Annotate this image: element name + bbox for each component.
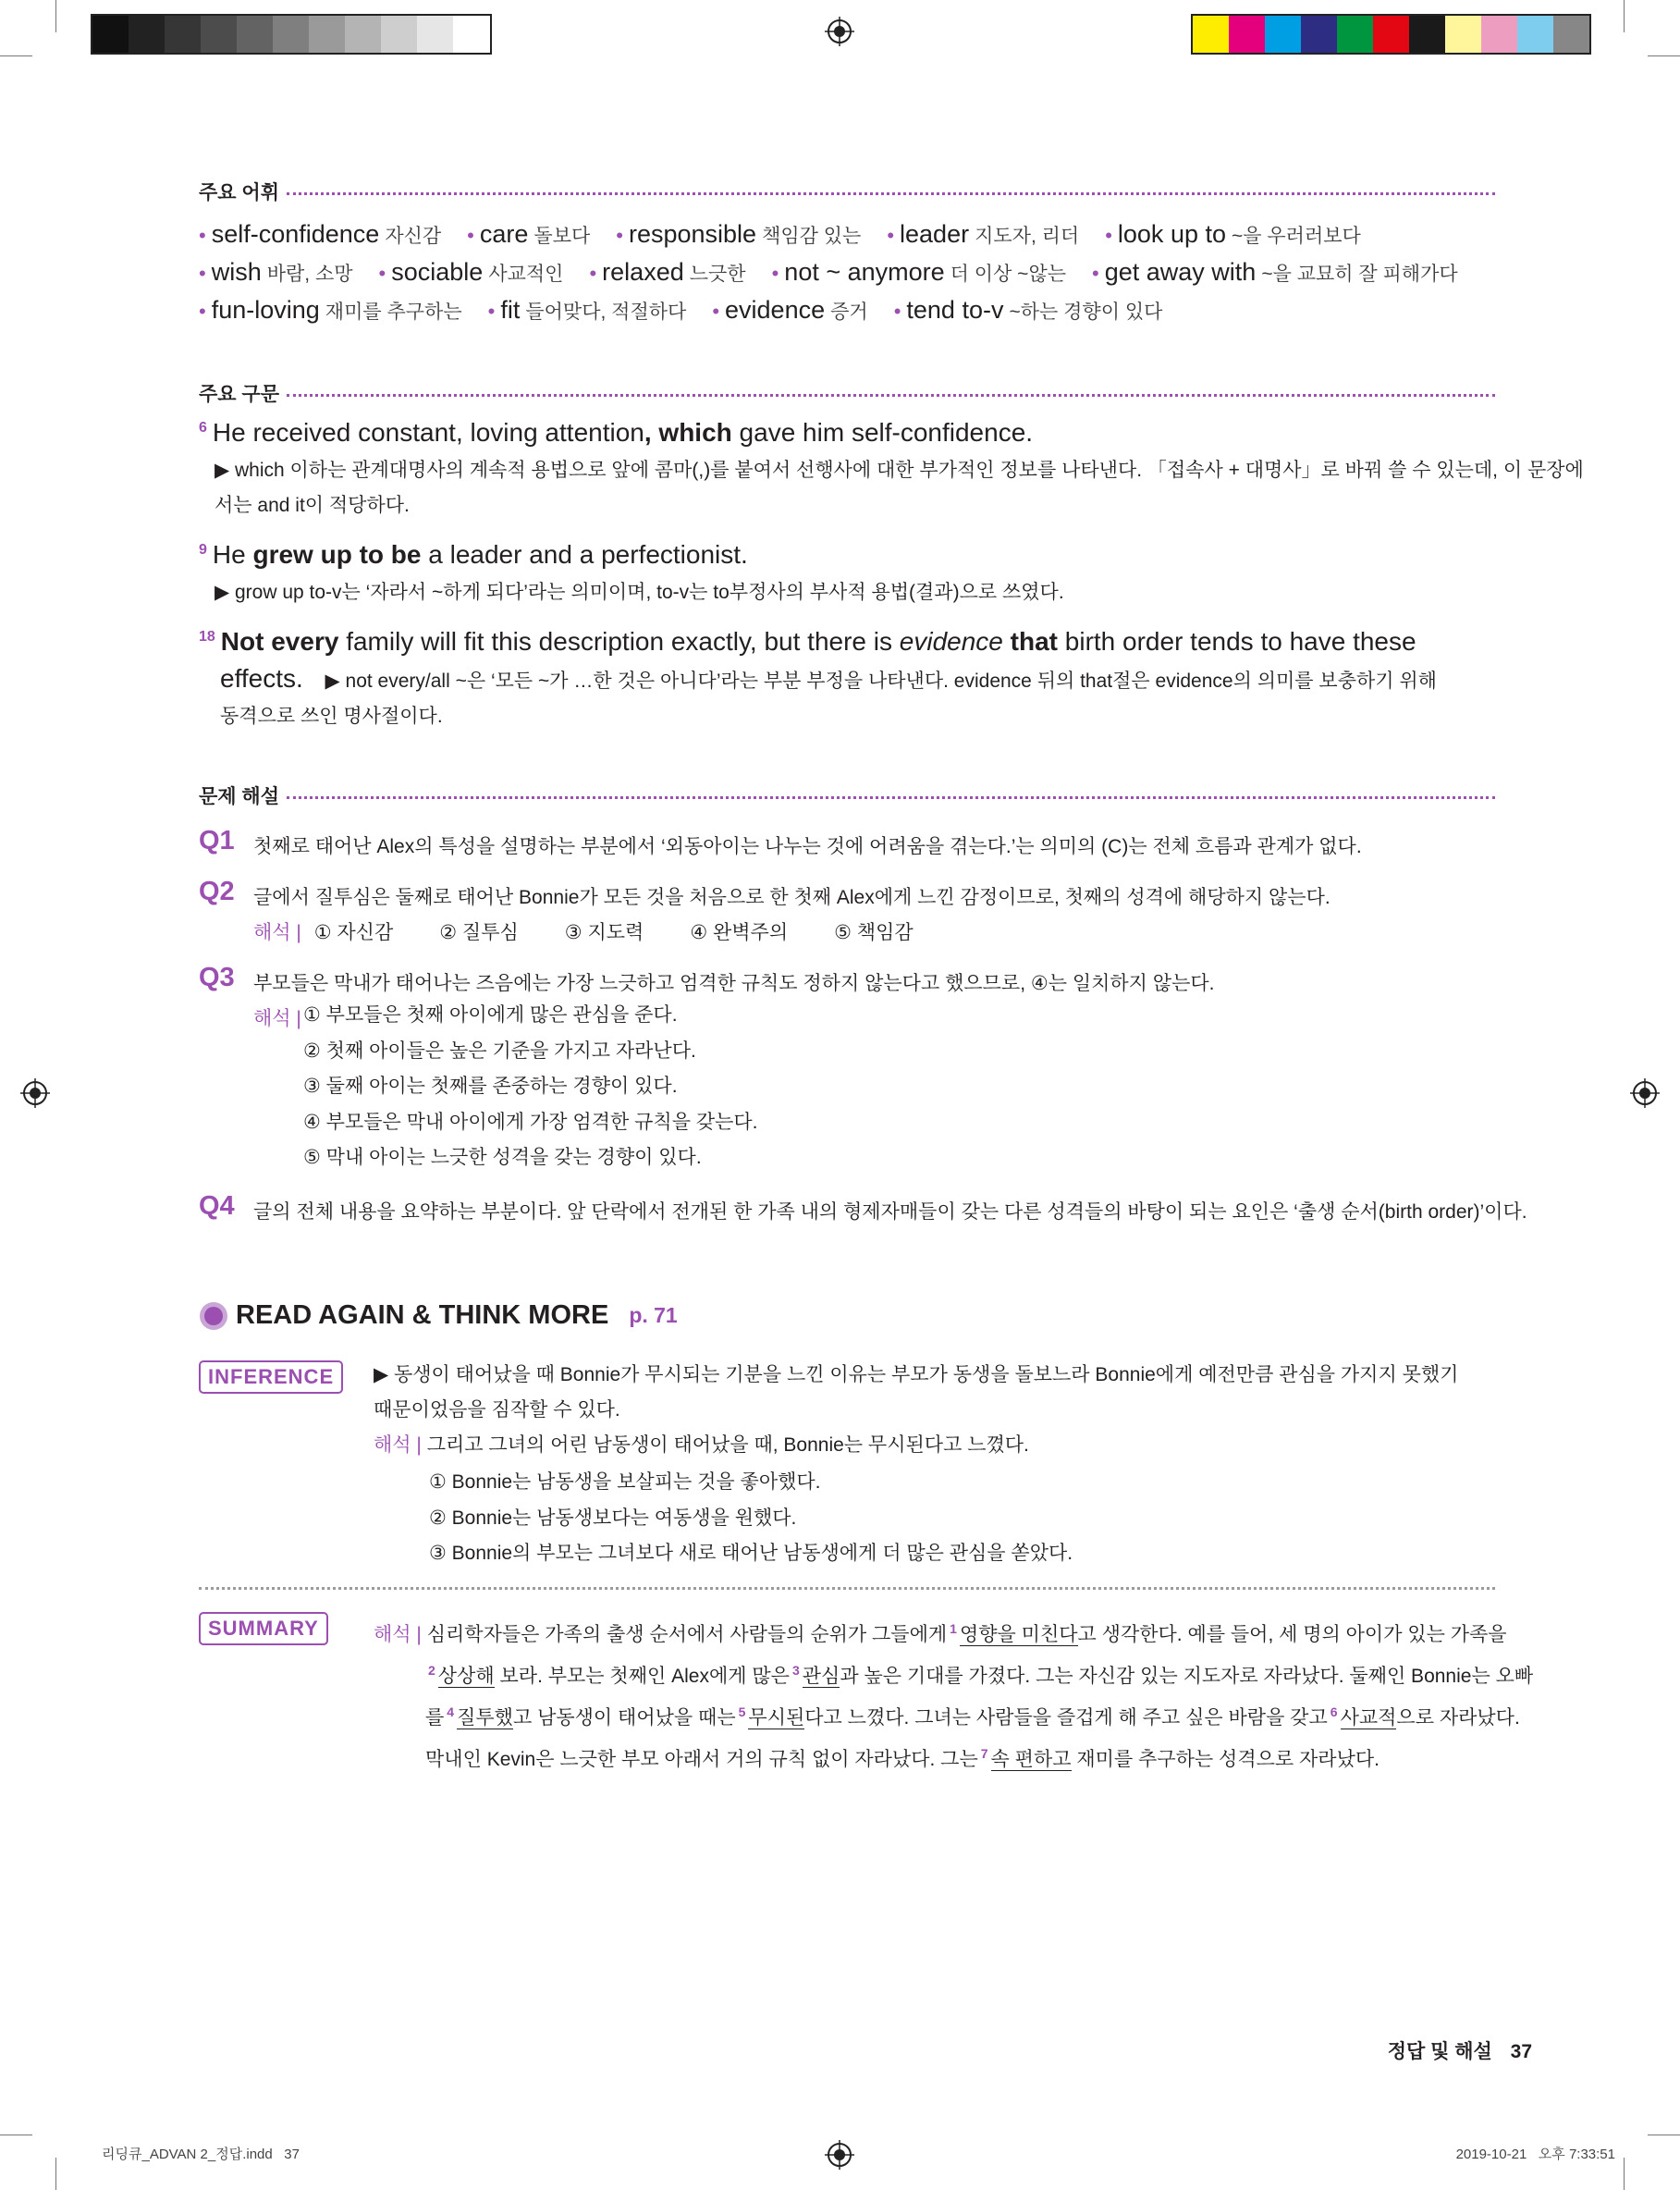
- blank-number: 2: [428, 1663, 435, 1678]
- sentence-italic: evidence: [899, 627, 1003, 656]
- summary-text: 를: [425, 1707, 445, 1729]
- registration-mark-icon: [825, 2140, 854, 2170]
- option-line: ① Bonnie는 남동생을 보살피는 것을 좋아했다.: [429, 1471, 821, 1493]
- vocab-item: [199, 296, 462, 324]
- vocab-en: sociable: [391, 258, 484, 286]
- summary-text: 심리학자들은 가족의 출생 순서에서 사람들의 순위가 그들에게: [426, 1624, 948, 1645]
- vocab-item: [379, 258, 564, 286]
- color-swatch: [1445, 16, 1481, 53]
- page-footer: [1388, 2036, 1532, 2064]
- summary-text: 보라. 부모는 첫째인 Alex에게 많은: [494, 1666, 790, 1687]
- bullet-icon: •: [1105, 224, 1112, 247]
- registration-mark-icon: [20, 1078, 50, 1108]
- choice-list: [314, 917, 960, 945]
- note-line: ▶ grow up to-v는 ‘자라서 ~하게 되다’라는 의미이며, to-v는 to부정사의 부사적 용법(결과)으로 쓰였다.: [215, 582, 1064, 603]
- vocab-ko: 더 이상 ~않는: [950, 264, 1067, 285]
- inference-line: 그리고 그녀의 어린 남동생이 태어났을 때, Bonnie는 무시된다고 느꼈다.: [426, 1434, 1029, 1456]
- color-swatch: [92, 16, 129, 53]
- vocab-en: care: [479, 220, 529, 248]
- sentence-bold: Not every: [220, 627, 339, 656]
- registration-mark-icon: [825, 17, 854, 46]
- sentence-text: He: [212, 540, 253, 569]
- summary-text: 고 남동생이 태어났을 때는: [512, 1707, 736, 1729]
- summary-text: 고 생각한다. 예를 들어, 세 명의 아이가 있는 가족을: [1077, 1624, 1507, 1645]
- summary-text: 과 높은 기대를 가졌다. 그는 자신감 있는 지도자로 자라났다. 둘째인 Bonnie는 오빠: [840, 1666, 1534, 1687]
- vocab-en: get away with: [1104, 258, 1257, 286]
- q4-text: 글의 전체 내용을 요약하는 부분이다. 앞 단락에서 전개된 한 가족 내의 형제자매들이 갖는 다른 성격들의 바탕이 되는 요인은 ‘출생 순서(birth order)’이다.: [253, 1201, 1527, 1223]
- vocab-item: [894, 296, 1163, 324]
- q2-text: 글에서 질투심은 둘째로 태어난 Bonnie가 모든 것을 처음으로 한 첫째 Alex에게 느낀 감정이므로, 첫째의 성격에 해당하지 않는다.: [253, 887, 1331, 908]
- sentence-text: a leader and a perfectionist.: [421, 540, 748, 569]
- bullet-icon: •: [378, 262, 386, 285]
- vocab-item: [467, 220, 590, 248]
- choice-item: ② 질투심: [439, 922, 519, 943]
- option-line: ③ Bonnie의 부모는 그녀보다 새로 태어난 남동생에게 더 많은 관심을 쏟았다.: [429, 1543, 1073, 1564]
- sentence-6: [199, 418, 1033, 448]
- q2-choices: [253, 917, 960, 945]
- vocab-row: [199, 296, 1188, 325]
- sentence-number: 6: [199, 419, 207, 436]
- sentence-bold: that: [1002, 627, 1058, 656]
- q3-text: 부모들은 막내가 태어나는 즈음에는 가장 느긋하고 엄격한 규칙도 정하지 않는다고 했으므로, ④는 일치하지 않는다.: [253, 973, 1215, 994]
- note-line: 서는 and it이 적당하다.: [215, 495, 410, 516]
- color-swatch: [309, 16, 345, 53]
- vocab-item: [887, 220, 1079, 248]
- vocab-item: [1105, 220, 1361, 248]
- blank-number: 1: [950, 1621, 957, 1636]
- sentence-text: gave him self-confidence.: [731, 418, 1034, 447]
- vocab-en: self-confidence: [211, 220, 380, 248]
- color-swatch: [1409, 16, 1445, 53]
- bullet-icon: •: [467, 224, 474, 247]
- vocab-item: [199, 220, 441, 248]
- sentence-18: [199, 627, 1416, 657]
- vocab-ko: 자신감: [385, 226, 442, 247]
- summary-text: 으로 자라났다.: [1396, 1707, 1520, 1729]
- choice-item: ③ 지도력: [564, 922, 644, 943]
- vocab-ko: 재미를 추구하는: [325, 301, 462, 323]
- read-again-page: p. 71: [629, 1303, 678, 1327]
- haeseok-label: 해석 |: [253, 1008, 301, 1029]
- dotted-divider: [287, 394, 1495, 397]
- registration-mark-icon: [1630, 1078, 1660, 1108]
- bullet-icon: •: [199, 224, 206, 247]
- note-line: 동격으로 쓰인 명사절이다.: [220, 706, 443, 727]
- slug-datetime: 2019-10-21 오후 7:33:51: [1455, 2147, 1615, 2162]
- vocab-row: [199, 258, 1484, 287]
- vocab-en: not ~ anymore: [784, 258, 945, 286]
- answer-word: 영향을 미친다: [959, 1624, 1078, 1645]
- q1-label: Q1: [199, 826, 235, 855]
- vocab-item: [488, 296, 687, 324]
- vocab-ko: 들어맞다, 적절하다: [525, 301, 687, 323]
- vocab-item: [589, 258, 745, 286]
- sentence-text: effects.: [220, 664, 303, 693]
- vocab-item: [712, 296, 867, 324]
- bullet-icon: •: [616, 224, 623, 247]
- process-color-bar: [1191, 14, 1591, 55]
- q4-label: Q4: [199, 1191, 235, 1221]
- haeseok-label: 해석 |: [374, 1624, 422, 1645]
- inference-body: [374, 1358, 1458, 1463]
- inference-options: [429, 1465, 1073, 1572]
- color-swatch: [1373, 16, 1409, 53]
- vocab-ko: 바람, 소망: [266, 264, 353, 285]
- bullet-icon: •: [199, 300, 206, 323]
- footer-label: 정답 및 해설: [1387, 2041, 1492, 2062]
- sentence-number: 18: [199, 628, 215, 645]
- choice-item: ⑤ 책임감: [834, 922, 914, 943]
- haeseok-label: 해석 |: [253, 922, 301, 943]
- vocab-item: [199, 258, 353, 286]
- sentence-text: family will fit this description exactly, but there is: [338, 627, 900, 656]
- bullet-icon: •: [589, 262, 597, 285]
- inference-line: ▶ 동생이 태어났을 때 Bonnie가 무시되는 기분을 느낀 이유는 부모가 동생을 돌보느라 Bonnie에게 예전만큼 관심을 가지지 못했기: [374, 1364, 1459, 1385]
- answer-word: 속 편하고: [990, 1749, 1072, 1770]
- translation-line: ① 부모들은 첫째 아이에게 많은 관심을 준다.: [303, 1004, 678, 1026]
- vocab-en: evidence: [725, 296, 826, 324]
- bullet-icon: •: [887, 224, 895, 247]
- vocab-en: look up to: [1117, 220, 1226, 248]
- vocab-title: 주요 어휘: [199, 182, 279, 203]
- translation-line: ⑤ 막내 아이는 느긋한 성격을 갖는 경향이 있다.: [303, 1147, 702, 1168]
- bullet-icon: •: [771, 262, 779, 285]
- answer-word: 무시된: [748, 1707, 805, 1729]
- vocab-item: [772, 258, 1066, 286]
- sentence-number: 9: [199, 541, 207, 558]
- dotted-divider: [287, 796, 1495, 799]
- blank-number: 7: [980, 1746, 988, 1761]
- color-swatch: [201, 16, 237, 53]
- summary-text: 재미를 추구하는 성격으로 자라났다.: [1071, 1749, 1380, 1770]
- translation-line: ③ 둘째 아이는 첫째를 존중하는 경향이 있다.: [303, 1076, 678, 1097]
- color-swatch: [1229, 16, 1265, 53]
- blank-number: 4: [447, 1704, 455, 1719]
- page-number: 37: [1510, 2041, 1532, 2062]
- syntax-section-header: [199, 379, 1495, 407]
- sentence-text: birth order tends to have these: [1058, 627, 1416, 656]
- vocab-en: fit: [500, 296, 521, 324]
- syntax-title: 주요 구문: [199, 384, 279, 405]
- q3-translation-lines: [303, 998, 758, 1176]
- sentence-text: He received constant, loving attention: [212, 418, 644, 447]
- blank-number: 3: [791, 1663, 800, 1678]
- dotted-divider: [199, 1587, 1495, 1590]
- grayscale-color-bar: [91, 14, 492, 55]
- color-swatch: [417, 16, 453, 53]
- circle-bullet-icon: [199, 1301, 228, 1331]
- color-swatch: [1301, 16, 1337, 53]
- read-again-header: [199, 1300, 678, 1331]
- dotted-divider: [287, 192, 1495, 195]
- vocab-en: wish: [211, 258, 262, 286]
- color-swatch: [381, 16, 417, 53]
- sentence-9: [199, 540, 748, 570]
- answer-word: 상상해: [437, 1666, 495, 1687]
- bullet-icon: •: [712, 300, 720, 323]
- vocab-ko: ~을 교묘히 잘 피해가다: [1261, 264, 1458, 285]
- vocab-en: responsible: [628, 220, 757, 248]
- bullet-icon: •: [487, 300, 496, 323]
- color-swatch: [1337, 16, 1373, 53]
- color-swatch: [165, 16, 201, 53]
- vocab-ko: 사교적인: [488, 264, 564, 285]
- choice-item: ① 자신감: [313, 922, 394, 943]
- sentence-bold: , which: [644, 418, 732, 447]
- blank-number: 6: [1330, 1704, 1338, 1719]
- read-again-title: READ AGAIN & THINK MORE: [236, 1300, 609, 1330]
- color-swatch: [237, 16, 273, 53]
- answer-word: 관심: [802, 1666, 840, 1687]
- color-swatch: [1265, 16, 1301, 53]
- vocab-en: leader: [900, 220, 970, 248]
- explain-section-header: [199, 781, 1495, 809]
- color-swatch: [129, 16, 165, 53]
- translation-line: ② 첫째 아이들은 높은 기준을 가지고 자라난다.: [303, 1040, 696, 1062]
- blank-number: 5: [738, 1704, 746, 1719]
- color-swatch: [453, 16, 489, 53]
- slug-file: 리딩큐_ADVAN 2_정답.indd 37: [102, 2147, 300, 2162]
- vocab-ko: 증거: [830, 301, 868, 323]
- color-swatch: [345, 16, 381, 53]
- summary-body: [374, 1611, 1533, 1778]
- summary-text: 막내인 Kevin은 느긋한 부모 아래서 거의 규칙 없이 자라났다. 그는: [425, 1749, 978, 1770]
- inference-line: 때문이었음을 짐작할 수 있다.: [374, 1399, 620, 1421]
- color-swatch: [1517, 16, 1553, 53]
- summary-text: 다고 느꼈다. 그녀는 사람들을 즐겁게 해 주고 싶은 바람을 갖고: [804, 1707, 1328, 1729]
- q3-haeseok: [253, 1003, 301, 1031]
- sentence-18-cont: [220, 664, 1437, 694]
- bullet-icon: •: [199, 262, 206, 285]
- answer-word: 사교적: [1340, 1707, 1397, 1729]
- sentence-bold: grew up to be: [252, 540, 422, 569]
- vocab-ko: 돌보다: [533, 226, 591, 247]
- vocab-item: [1092, 258, 1458, 286]
- translation-line: ④ 부모들은 막내 아이에게 가장 엄격한 규칙을 갖는다.: [303, 1111, 758, 1133]
- vocab-ko: 지도자, 리더: [975, 226, 1080, 247]
- summary-badge: SUMMARY: [199, 1612, 328, 1645]
- color-swatch: [1481, 16, 1517, 53]
- vocab-item: [616, 220, 861, 248]
- answer-word: 질투했: [457, 1707, 513, 1729]
- vocab-en: tend to-v: [906, 296, 1004, 324]
- q1-text: 첫째로 태어난 Alex의 특성을 설명하는 부분에서 ‘외동아이는 나누는 것에 어려움을 겪는다.’는 의미의 (C)는 전체 흐름과 관계가 없다.: [253, 836, 1362, 857]
- bullet-icon: •: [893, 300, 901, 323]
- sentence-6-note: [215, 453, 1584, 523]
- q2-label: Q2: [199, 877, 235, 906]
- vocab-section-header: [199, 178, 1495, 205]
- choice-item: ④ 완벽주의: [690, 922, 789, 943]
- haeseok-label: 해석 |: [374, 1434, 422, 1456]
- vocab-ko: 책임감 있는: [762, 226, 862, 247]
- bullet-icon: •: [1092, 262, 1099, 285]
- color-swatch: [273, 16, 309, 53]
- color-swatch: [1193, 16, 1229, 53]
- vocab-ko: ~하는 경향이 있다: [1009, 301, 1163, 323]
- vocab-ko: 느긋한: [689, 264, 746, 285]
- sentence-9-note: [215, 575, 1064, 610]
- explain-title: 문제 해설: [199, 786, 279, 807]
- vocab-row: [199, 220, 1387, 249]
- q3-label: Q3: [199, 963, 235, 992]
- option-line: ② Bonnie는 남동생보다는 여동생을 원했다.: [429, 1507, 797, 1529]
- vocab-ko: ~을 우러러보다: [1232, 226, 1361, 247]
- note-line: ▶ which 이하는 관계대명사의 계속적 용법으로 앞에 콤마(,)를 붙여서 선행사에 대한 부가적인 정보를 나타낸다. 「접속사 + 대명사」로 바꿔 쓸 수 있는데, 이 문장에: [215, 460, 1584, 481]
- vocab-en: relaxed: [602, 258, 684, 286]
- vocab-en: fun-loving: [211, 296, 320, 324]
- inference-badge: INFERENCE: [199, 1360, 343, 1394]
- sentence-18-note: [220, 699, 443, 734]
- note-inline: ▶ not every/all ~은 ‘모든 ~가 …한 것은 아니다’라는 부분 부정을 나타낸다. evidence 뒤의 that절은 evidence의 의미를 보충하기 위해: [325, 671, 1437, 692]
- color-swatch: [1553, 16, 1589, 53]
